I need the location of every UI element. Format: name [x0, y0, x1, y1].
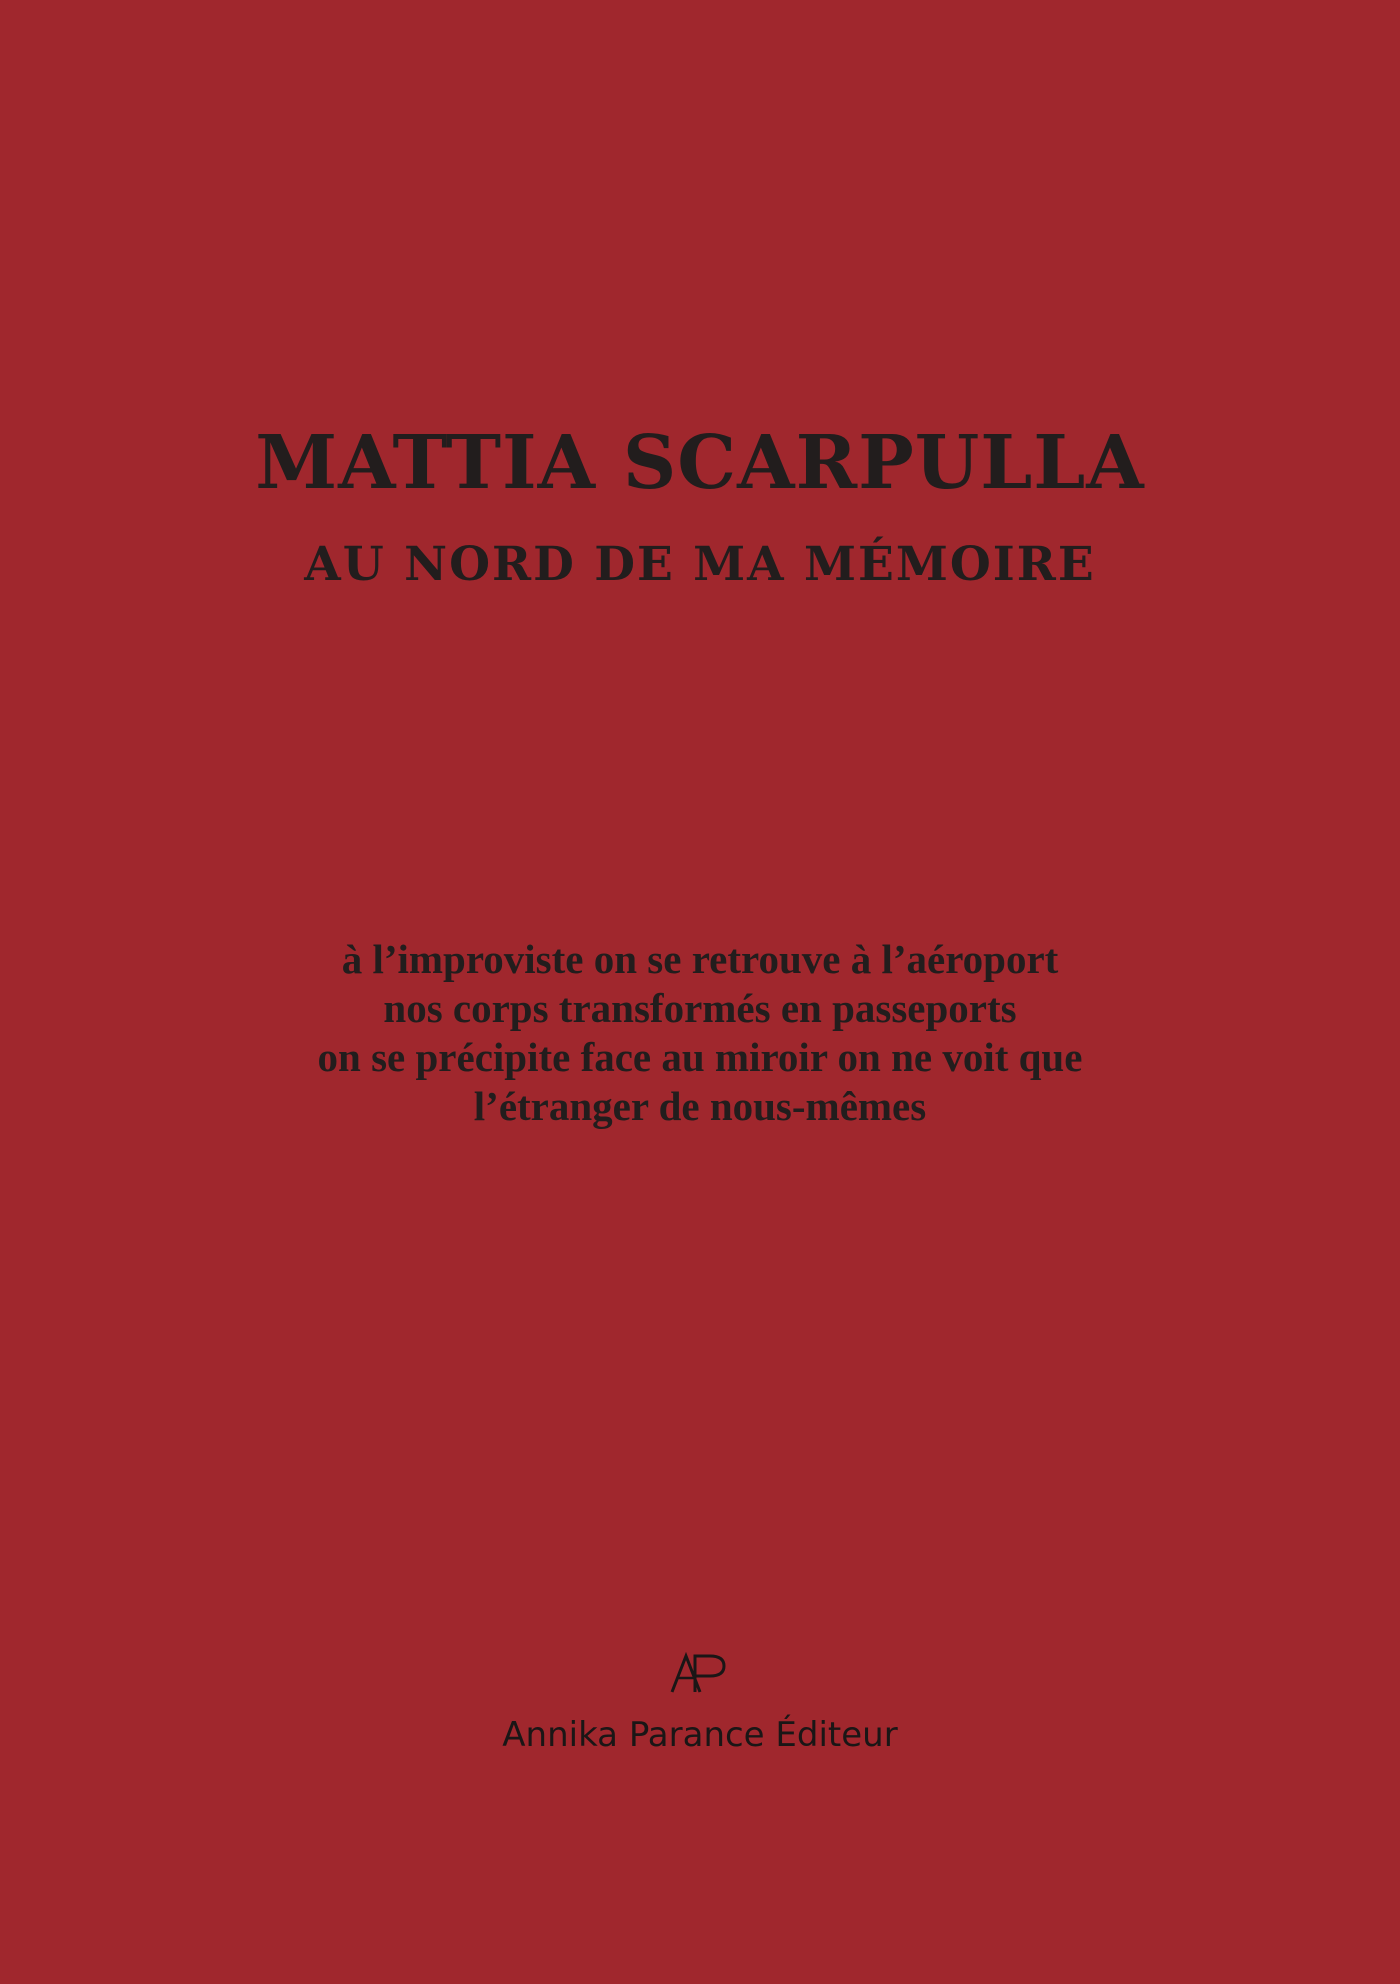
author-name: MATTIA SCARPULLA [255, 420, 1145, 506]
publisher-name: Annika Parance Éditeur [502, 1715, 898, 1755]
excerpt [0, 935, 1400, 1131]
excerpt-line: on se précipite face au miroir on ne voit que [317, 1034, 1083, 1080]
excerpt-line: l’étranger de nous-mêmes [473, 1083, 927, 1129]
publisher-logo [668, 1652, 732, 1694]
excerpt-line: à l’improviste on se retrouve à l’aéroport [341, 936, 1059, 982]
publisher-monogram-icon [668, 1652, 732, 1694]
excerpt-line: nos corps transformés en passeports [383, 985, 1017, 1031]
book-title: AU NORD DE MA MÉMOIRE [304, 537, 1096, 592]
